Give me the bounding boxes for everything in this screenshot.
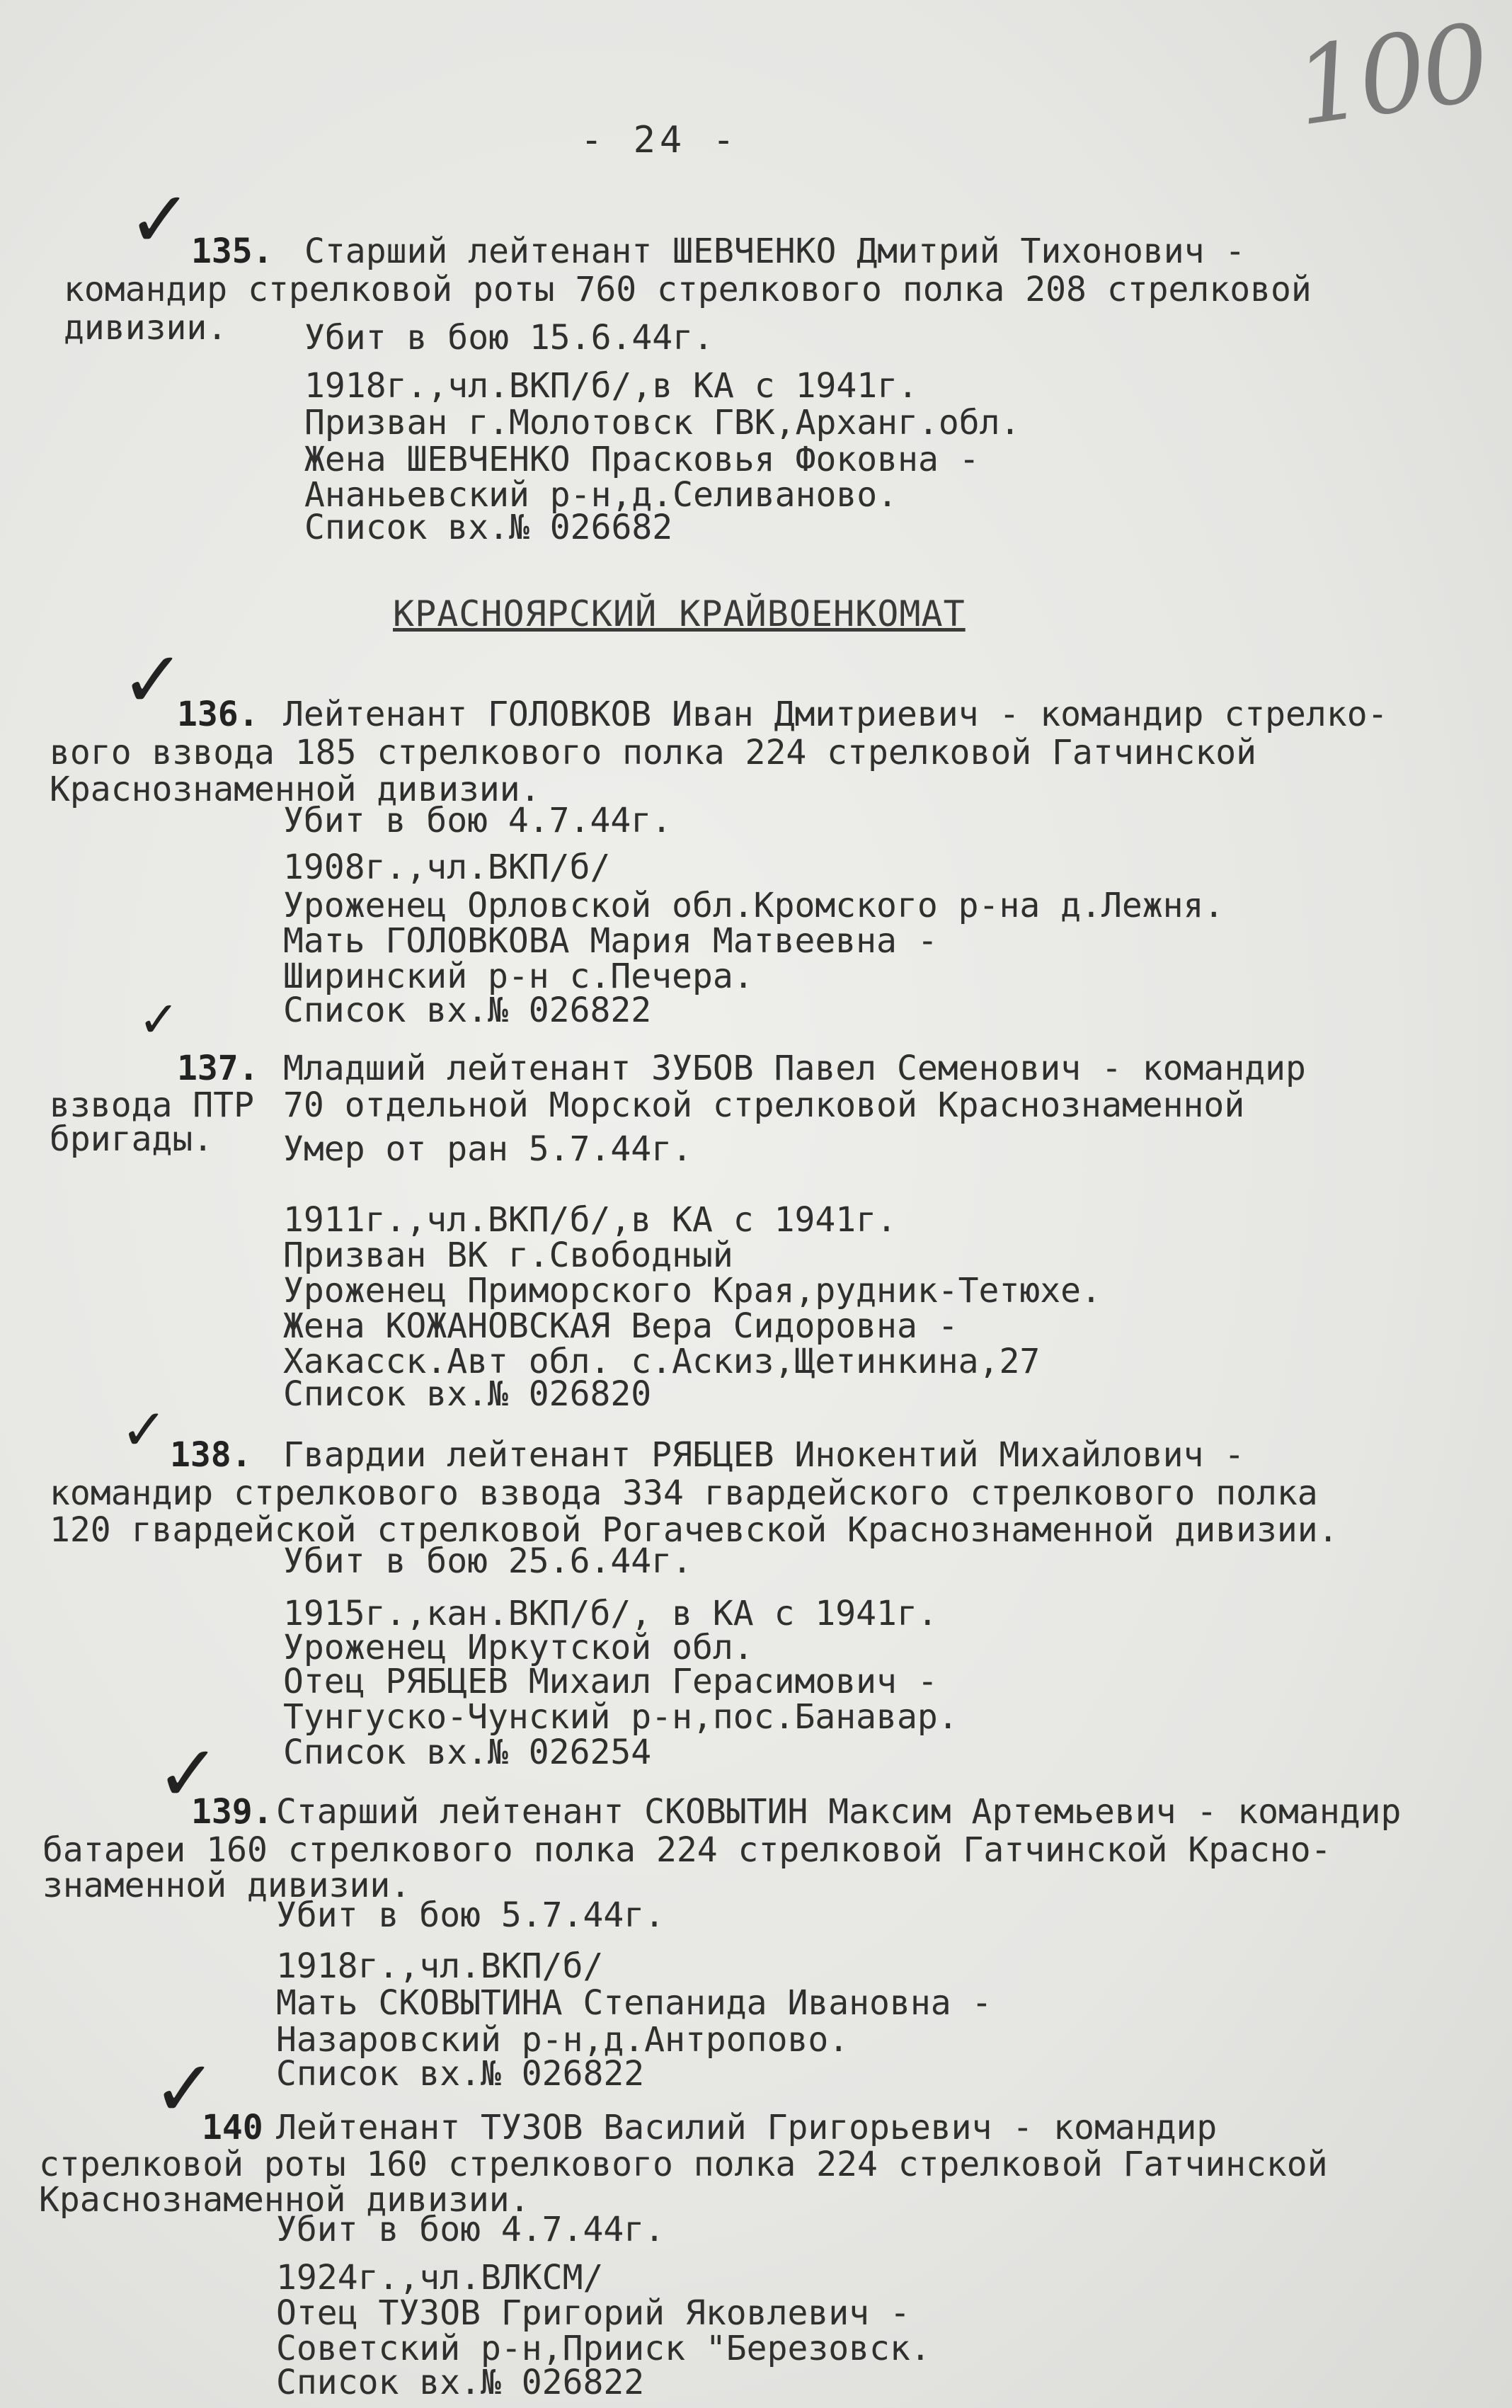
- entry-line: Отец ТУЗОВ Григорий Яковлевич -: [276, 2293, 910, 2333]
- entry-line: Жена КОЖАНОВСКАЯ Вера Сидоровна -: [283, 1306, 958, 1346]
- entry-line: Старший лейтенант СКОВЫТИН Максим Артемьевич - командир: [276, 1792, 1402, 1832]
- entry-line: Назаровский р-н,д.Антропово.: [276, 2020, 849, 2060]
- entry-line: Убит в бою 5.7.44г.: [276, 1895, 665, 1935]
- entry-line: Список вх.№ 026822: [276, 2363, 645, 2402]
- entry-number: 140: [202, 2108, 263, 2147]
- entry-line: Призван г.Молотовск ГВК,Арханг.обл.: [304, 403, 1021, 443]
- archive-folio-number: 100: [1288, 1, 1494, 150]
- entry-line: Убит в бою 15.6.44г.: [304, 318, 714, 358]
- entry-line: 1924г.,чл.ВЛКСМ/: [276, 2258, 604, 2298]
- entry-line: Тунгуско-Чунский р-н,пос.Банавар.: [283, 1697, 958, 1737]
- entry-line: Советский р-н,Прииск "Березовск.: [276, 2329, 931, 2368]
- entry-line: дивизии.: [64, 308, 228, 348]
- entry-line: Список вх.№ 026822: [276, 2054, 645, 2094]
- entry-line: 1918г.,чл.ВКП/б/: [276, 1946, 604, 1986]
- entry-number: 136.: [177, 695, 259, 734]
- check-mark-icon: ✓: [127, 174, 193, 265]
- entry-line: Уроженец Иркутской обл.: [283, 1628, 754, 1667]
- entry-line: командир стрелковой роты 760 стрелкового полка 208 стрелковой: [64, 270, 1312, 309]
- entry-line: Лейтенант ГОЛОВКОВ Иван Дмитриевич - командир стрелко-: [283, 695, 1388, 734]
- entry-line: Краснознаменной дивизии.: [50, 770, 541, 809]
- entry-line: Отец РЯБЦЕВ Михаил Герасимович -: [283, 1662, 938, 1701]
- entry-line: Убит в бою 4.7.44г.: [276, 2210, 665, 2249]
- check-mark-icon: ✓: [138, 991, 180, 1049]
- entry-line: Мать СКОВЫТИНА Степанида Ивановна -: [276, 1983, 992, 2023]
- entry-line: Лейтенант ТУЗОВ Василий Григорьевич - командир: [276, 2108, 1218, 2147]
- entry-line: 1911г.,чл.ВКП/б/,в КА с 1941г.: [283, 1200, 897, 1240]
- entry-line: Гвардии лейтенант РЯБЦЕВ Инокентий Михайлович -: [283, 1435, 1245, 1475]
- check-mark-icon: ✓: [120, 634, 186, 725]
- entry-line: батареи 160 стрелкового полка 224 стрелковой Гатчинской Красно-: [42, 1830, 1331, 1870]
- entry-line: стрелковой роты 160 стрелкового полка 224 стрелковой Гатчинской: [39, 2145, 1328, 2184]
- section-title: КРАСНОЯРСКИЙ КРАЙВОЕНКОМАТ: [393, 593, 966, 634]
- entry-line: Жена ШЕВЧЕНКО Прасковья Фоковна -: [304, 440, 980, 479]
- entry-line: 120 гвардейской стрелковой Рогачевской Краснознаменной дивизии.: [50, 1510, 1339, 1550]
- entry-line: Ананьевский р-н,д.Селиваново.: [304, 475, 898, 515]
- entry-line: 1918г.,чл.ВКП/б/,в КА с 1941г.: [304, 366, 918, 406]
- entry-line: Призван ВК г.Свободный: [283, 1236, 733, 1275]
- entry-line: 1915г.,кан.ВКП/б/, в КА с 1941г.: [283, 1594, 938, 1633]
- entry-line: Краснознаменной дивизии.: [39, 2180, 530, 2220]
- check-mark-icon: ✓: [120, 1397, 168, 1463]
- entry-number: 139.: [191, 1792, 273, 1832]
- entry-number: 137.: [177, 1049, 259, 1088]
- entry-line: Мать ГОЛОВКОВА Мария Матвеевна -: [283, 921, 938, 961]
- check-mark-icon: ✓: [152, 2043, 218, 2134]
- entry-line: Список вх.№ 026254: [283, 1733, 652, 1772]
- entry-line: Убит в бою 4.7.44г.: [283, 801, 672, 840]
- entry-line: командир стрелкового взвода 334 гвардейского стрелкового полка: [50, 1473, 1318, 1513]
- entry-line: Старший лейтенант ШЕВЧЕНКО Дмитрий Тихонович -: [304, 232, 1246, 271]
- entry-line: Ширинский р-н с.Печера.: [283, 957, 754, 996]
- entry-line: знаменной дивизии.: [42, 1866, 411, 1905]
- entry-line: Убит в бою 25.6.44г.: [283, 1541, 692, 1581]
- entry-line: Уроженец Приморского Края,рудник-Тетюхе.: [283, 1271, 1101, 1311]
- page-number: - 24 -: [580, 119, 739, 161]
- entry-number: 135.: [191, 232, 273, 271]
- entry-line: бригады.: [50, 1119, 214, 1159]
- entry-number: 138.: [170, 1435, 252, 1475]
- entry-line: вого взвода 185 стрелкового полка 224 стрелковой Гатчинской: [50, 733, 1257, 772]
- entry-line: Младший лейтенант ЗУБОВ Павел Семенович - командир: [283, 1049, 1306, 1088]
- check-mark-icon: ✓: [156, 1728, 222, 1819]
- entry-line: взвода ПТР: [50, 1085, 254, 1125]
- entry-line: Уроженец Орловской обл.Кромского р-на д.Лежня.: [283, 886, 1225, 925]
- entry-line: 1908г.,чл.ВКП/б/: [283, 848, 611, 887]
- entry-line: Список вх.№ 026820: [283, 1374, 652, 1414]
- entry-line: Хакасск.Авт обл. с.Аскиз,Щетинкина,27: [283, 1342, 1041, 1381]
- entry-line: Список вх.№ 026822: [283, 991, 652, 1030]
- entry-line: Умер от ран 5.7.44г.: [283, 1129, 692, 1169]
- entry-line: Список вх.№ 026682: [304, 508, 673, 547]
- entry-line: 70 отдельной Морской стрелковой Краснознаменной: [283, 1085, 1245, 1125]
